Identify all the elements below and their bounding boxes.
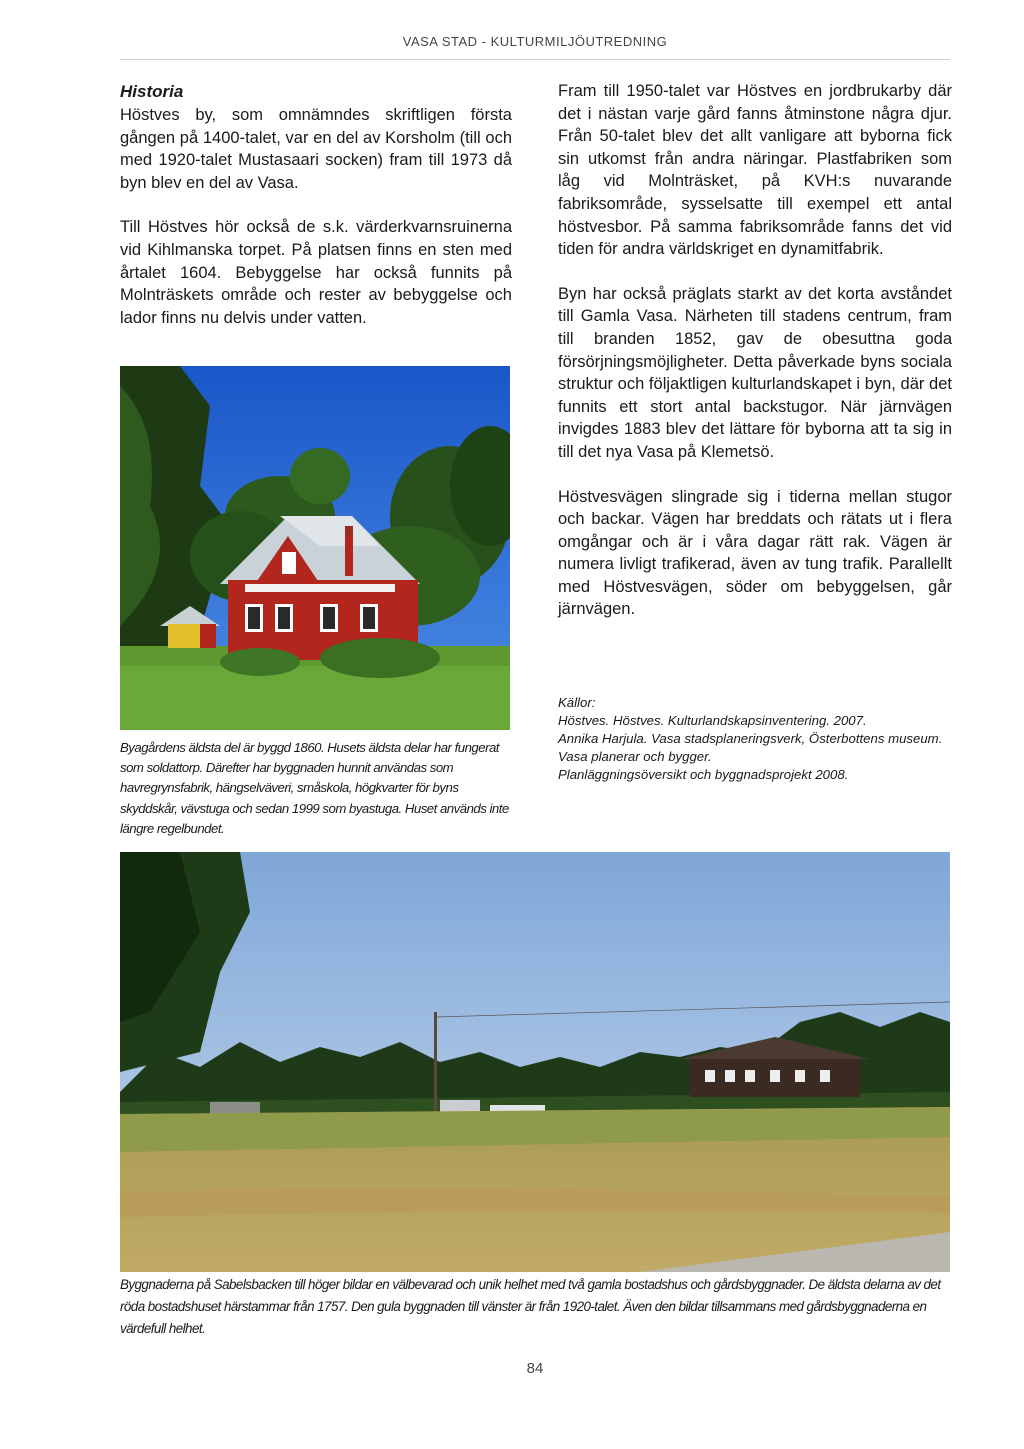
source-line: Annika Harjula. Vasa stadsplaneringsverk, Österbottens museum.	[558, 731, 943, 746]
photo-red-village-house	[120, 366, 510, 730]
photo2-caption: Byggnaderna på Sabelsbacken till höger bildar en välbevarad och unik helhet med två gamla bostadshus och gårdsbyggnader. De äldsta delarna av det röda bostadshuset härstammar från 1757. Den gula byggnaden till vänster är från 1920-talet. Även den bildar tillsammans med gårdsbyggnaderna en värdefull helhet.	[120, 1277, 941, 1336]
page-number: 84	[526, 1360, 544, 1377]
left-column	[120, 80, 512, 329]
source-line: Planläggningsöversikt och byggnadsprojekt 2008.	[558, 767, 849, 782]
red-house-illustration	[120, 366, 510, 730]
landscape-illustration	[120, 852, 950, 1272]
source-line: Höstves. Höstves. Kulturlandskapsinventering. 2007.	[558, 713, 867, 728]
header-divider	[120, 59, 950, 60]
history-paragraph-1: Höstves by, som omnämndes skriftligen första gången på 1400-talet, var en del av Korsholm (till och med 1920-talet Mustasaari socken) fram till 1973 då byn blev en del av Vasa.	[120, 106, 512, 192]
source-line: Vasa planerar och bygger.	[558, 749, 712, 764]
right-paragraph-2: Byn har också präglats starkt av det korta avståndet till Gamla Vasa. Närheten till stadens centrum, fram till branden 1852, gav de obesuttna goda försörjningsmöjligheter. Detta påverkade byns sociala struktur och följaktligen kulturlandskapet i byn, där det funnits ett stort antal backstugor. När järnvägen invigdes 1883 blev det lättare för byborna att ta sig in till det nya Vasa på Klemetsö.	[558, 284, 952, 461]
photo1-caption: Byagårdens äldsta del är byggd 1860. Husets äldsta delar har fungerat som soldattorp. Därefter har byggnaden hunnit användas som havregrynsfabrik, hängselväveri, småskola, högkvarter för byns skyddskår, vävstuga och sedan 1999 som byastuga. Huset används inte längre regelbundet.	[120, 740, 509, 836]
right-paragraph-1: Fram till 1950-talet var Höstves en jordbrukarby där det i nästan varje gård fanns åtminstone några djur. Från 50-talet blev det allt vanligare att byborna fick sin utkomst från andra näringar. Plastfabriken som låg vid Molnträsket, på KVH:s nuvarande fabriksområde, sysselsatte till exempel ett antal höstvesbor. På samma fabriksområde fanns det vid tiden för andra världskriget en dynamitfabrik.	[558, 82, 952, 259]
section-title: Historia	[120, 82, 184, 101]
history-paragraph-2: Till Höstves hör också de s.k. värderkvarnsruinerna vid Kihlmanska torpet. På platsen finns en sten med årtalet 1604. Bebyggelse har också funnits på Molnträskets område och rester av bebyggelse och lador finns nu delvis under vatten.	[120, 218, 512, 327]
sources-heading: Källor:	[558, 695, 596, 710]
right-paragraph-3: Höstvesvägen slingrade sig i tiderna mellan stugor och backar. Vägen har breddats och rätats ut i flera omgångar och är i våra dagar rätt rak. Vägen är numera livligt trafikerad, även av tung trafik. Parallellt med Höstvesvägen, söder om bebyggelsen, går järnvägen.	[558, 487, 952, 619]
running-header: VASA STAD - KULTURMILJÖUTREDNING	[402, 34, 668, 49]
right-column	[558, 80, 952, 621]
photo-sabelsbacken-landscape	[120, 852, 950, 1272]
sources-block	[558, 694, 952, 784]
